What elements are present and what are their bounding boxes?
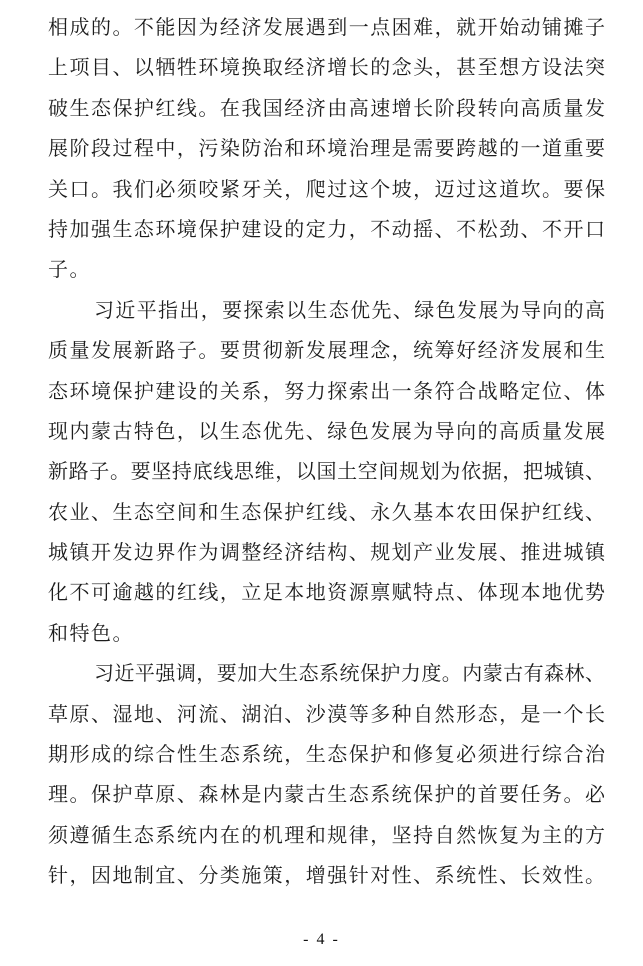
text-line: 关口。我们必须咬紧牙关，爬过这个坡，迈过这道坎。要保 [48, 178, 605, 201]
text-line: 针，因地制宜、分类施策，增强针对性、系统性、长效性。 [48, 865, 605, 888]
text-line: 态环境保护建设的关系，努力探索出一条符合战略定位、体 [48, 380, 605, 403]
text-line: 破生态保护红线。在我国经济由高速增长阶段转向高质量发 [48, 97, 605, 120]
text-line: 现内蒙古特色，以生态优先、绿色发展为导向的高质量发展 [48, 420, 605, 443]
text-line: 理。保护草原、森林是内蒙古生态系统保护的首要任务。必 [48, 784, 605, 807]
text-line: 新路子。要坚持底线思维，以国土空间规划为依据，把城镇、 [48, 461, 605, 484]
text-line: 须遵循生态系统内在的机理和规律，坚持自然恢复为主的方 [48, 824, 605, 847]
text-line: 和特色。 [48, 622, 134, 645]
text-line: 子。 [48, 259, 91, 282]
text-line: 持加强生态环境保护建设的定力，不动摇、不松劲、不开口 [48, 218, 605, 241]
text-line: 习近平指出，要探索以生态优先、绿色发展为导向的高 [94, 299, 605, 322]
text-line: 草原、湿地、河流、湖泊、沙漠等多种自然形态，是一个长 [48, 703, 605, 726]
document-body [48, 8, 605, 897]
text-line: 城镇开发边界作为调整经济结构、规划产业发展、推进城镇 [48, 542, 605, 565]
text-line: 化不可逾越的红线，立足本地资源禀赋特点、体现本地优势 [48, 582, 605, 605]
text-line: 农业、生态空间和生态保护红线、永久基本农田保护红线、 [48, 501, 605, 524]
text-line: 相成的。不能因为经济发展遇到一点困难，就开始动铺摊子 [48, 17, 605, 39]
text-line: 习近平强调，要加大生态系统保护力度。内蒙古有森林、 [94, 663, 605, 686]
text-line: 质量发展新路子。要贯彻新发展理念，统筹好经济发展和生 [48, 340, 605, 363]
text-line: 展阶段过程中，污染防治和环境治理是需要跨越的一道重要 [48, 138, 605, 161]
text-line: 期形成的综合性生态系统，生态保护和修复必须进行综合治 [48, 744, 605, 767]
text-line: 上项目、以牺牲环境换取经济增长的念头，甚至想方设法突 [48, 57, 605, 80]
page-number: - 4 - [303, 931, 340, 948]
